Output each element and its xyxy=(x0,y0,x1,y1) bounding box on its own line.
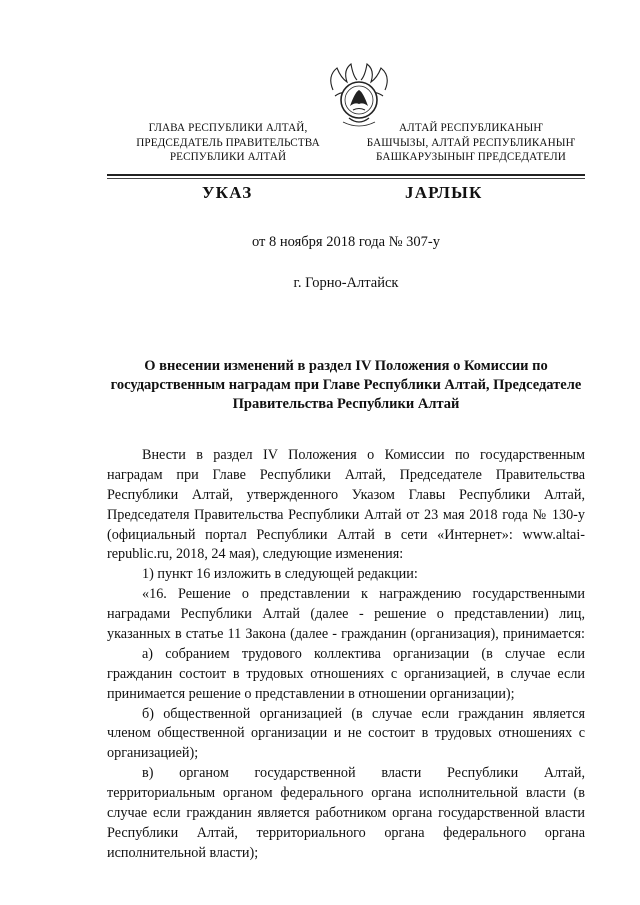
body-line: в) органом государственной власти Республики Алтай, xyxy=(142,765,585,782)
header-divider-thin xyxy=(107,178,585,179)
body-line: членом общественной организации и не состоит в трудовых отношениях с xyxy=(107,725,585,742)
body-line: исполнительной власти); xyxy=(107,844,259,861)
issuer-line: БАШКАРУЗЫНЫҤ ПРЕДСЕДАТЕЛИ xyxy=(376,151,566,163)
issuer-title-russian xyxy=(120,121,336,165)
body-line: (официальный портал Республики Алтай в сети «Интернет»: www.altai- xyxy=(107,526,585,543)
doc-type-russian: УКАЗ xyxy=(202,183,253,202)
subject-line: государственным наградам при Главе Республики Алтай, Председателе xyxy=(110,377,582,393)
body-line: «16. Решение о представлении к награждению государственными xyxy=(142,586,585,603)
body-line: принимается решение о представлении в отношении организации); xyxy=(107,685,515,702)
body-line: гражданин состоит в трудовых отношениях с организацией, в случае если xyxy=(107,665,585,682)
body-line: Председателя Правительства Республики Алтай от 23 мая 2018 года № 130-у xyxy=(107,506,585,523)
issuer-line: АЛТАЙ РЕСПУБЛИКАНЫҤ xyxy=(398,122,544,134)
body-line: 1) пункт 16 изложить в следующей редакции: xyxy=(142,566,418,583)
body-line: указанных в статье 11 Закона (далее - гражданин (организация), принимается: xyxy=(107,626,585,643)
body-line: территориальным органом федерального органа исполнительной власти (в xyxy=(107,785,585,802)
body-line: наградами Республики Алтай (далее - решение о представлении) лиц, xyxy=(107,606,585,623)
doc-type-altai: ЈАРЛЫК xyxy=(405,183,483,202)
body-line: случае если гражданин является работником органа государственной власти xyxy=(107,805,585,822)
document-date: от 8 ноября 2018 года № 307-у xyxy=(252,234,440,250)
body-line: наградам при Главе Республики Алтай, Председателе Правительства xyxy=(107,466,585,483)
issuer-line: ПРЕДСЕДАТЕЛЬ ПРАВИТЕЛЬСТВА xyxy=(136,136,320,149)
document-subject xyxy=(107,357,585,414)
issuer-line: РЕСПУБЛИКИ АЛТАЙ xyxy=(169,151,287,163)
document-city: г. Горно-Алтайск xyxy=(293,275,399,291)
document-body xyxy=(107,446,585,864)
body-line: а) собранием трудового коллектива организации (в случае если xyxy=(142,645,585,662)
body-line: б) общественной организацией (в случае если гражданин является xyxy=(142,705,585,722)
issuer-title-altai xyxy=(358,121,584,165)
coat-of-arms-icon xyxy=(323,60,395,130)
subject-line: О внесении изменений в раздел IV Положения о Комиссии по xyxy=(144,358,548,374)
body-line: Внести в раздел IV Положения о Комиссии по государственным xyxy=(142,447,585,463)
issuer-line: БАШЧЫЗЫ, АЛТАЙ РЕСПУБЛИКАНЫҤ xyxy=(366,136,576,149)
body-line: Республики Алтай, утвержденного Указом Главы Республики Алтай, xyxy=(107,486,585,503)
body-line: republic.ru, 2018, 24 мая), следующие изменения: xyxy=(107,546,404,563)
body-line: Республики Алтай, территориального органа федерального органа xyxy=(107,824,585,841)
subject-line: Правительства Республики Алтай xyxy=(232,396,460,412)
issuer-line: ГЛАВА РЕСПУБЛИКИ АЛТАЙ, xyxy=(148,122,308,134)
body-line: организацией); xyxy=(107,745,199,762)
header-divider xyxy=(107,174,585,176)
